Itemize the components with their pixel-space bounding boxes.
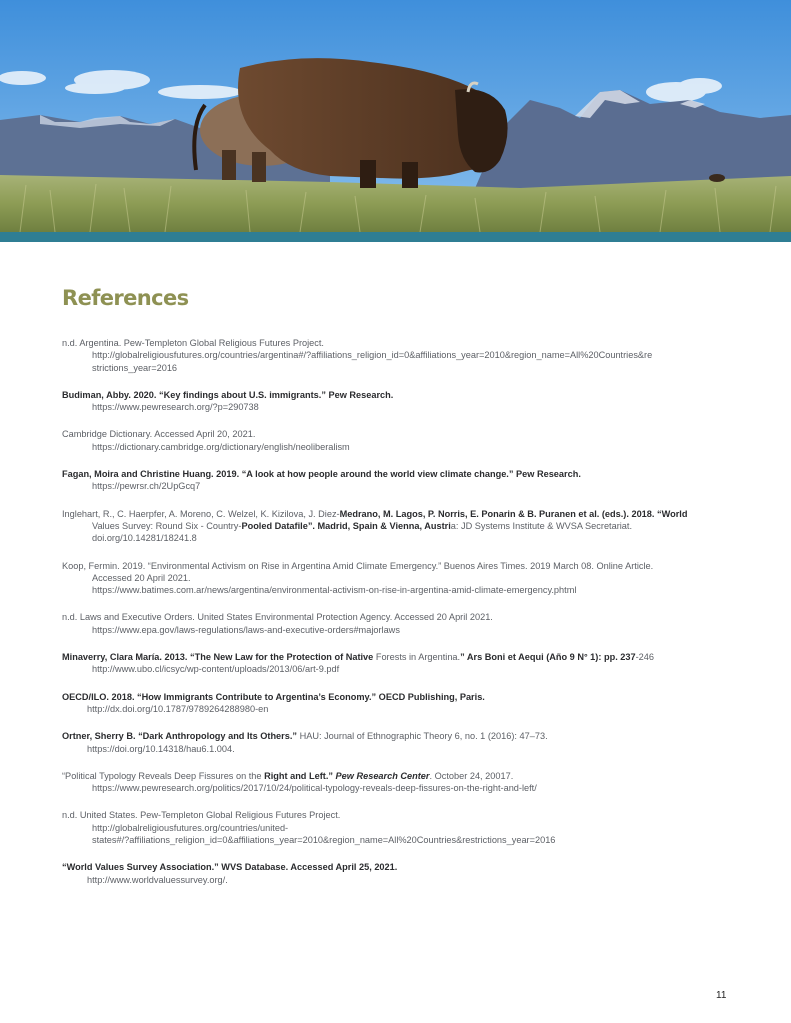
citation-bold: ” Ars Boni et Aequi (Año 9 N° 1): pp. 237 bbox=[460, 652, 636, 663]
reference-citation: Cambridge Dictionary. Accessed April 20, 2021. bbox=[62, 429, 256, 440]
teal-band bbox=[0, 232, 791, 242]
page-title: References bbox=[62, 286, 189, 310]
reference-citation: n.d. Argentina. Pew-Templeton Global Religious Futures Project. bbox=[62, 338, 324, 348]
reference-item bbox=[62, 809, 734, 846]
citation-authors-bold: Medrano, M. Lagos, P. Norris, E. Ponarin & B. Puranen et al. (eds.). 2018. “World bbox=[339, 508, 688, 519]
citation-text: “Political Typology Reveals Deep Fissures on the bbox=[62, 770, 265, 781]
reference-detail bbox=[62, 520, 734, 532]
reference-url[interactable]: http://globalreligiousfutures.org/countries/argentina#/?affiliations_religion_id=0&affiliations_year=2010&region_name=All%20Countries&re bbox=[92, 350, 653, 361]
citation-text-bold: Pooled Datafile”. Madrid, Spain & Vienna, Austri bbox=[241, 520, 451, 531]
reference-url[interactable]: https://www.pewresearch.org/politics/2017/10/24/political-typology-reveals-deep-fissures-on-the-right-and-left/ bbox=[92, 783, 537, 794]
citation-bold: Ortner, Sherry B. “Dark Anthropology and Its Others.” bbox=[62, 731, 300, 742]
reference-item bbox=[62, 611, 734, 636]
citation-bold: Minaverry, Clara María. 2013. “The New Law for the Protection of Native bbox=[62, 652, 376, 663]
reference-item bbox=[62, 560, 734, 597]
reference-url[interactable]: https://www.pewresearch.org/?p=290738 bbox=[92, 402, 259, 413]
reference-url[interactable]: http://globalreligiousfutures.org/countries/united- bbox=[92, 822, 289, 833]
reference-url[interactable]: http://dx.doi.org/10.1787/9789264288980-en bbox=[87, 703, 269, 714]
reference-item bbox=[62, 468, 734, 493]
references-list bbox=[62, 337, 734, 901]
citation-text: HAU: Journal of Ethnographic Theory 6, no. 1 (2016): 47– bbox=[299, 731, 535, 742]
reference-citation bbox=[62, 651, 734, 663]
reference-item bbox=[62, 389, 734, 414]
reference-url[interactable]: https://dictionary.cambridge.org/dictionary/english/neoliberalism bbox=[92, 441, 350, 452]
hero-image bbox=[0, 0, 791, 242]
page-number: 11 bbox=[716, 990, 727, 1001]
reference-url[interactable]: doi.org/10.14281/18241.8 bbox=[92, 533, 197, 544]
reference-citation: n.d. United States. Pew-Templeton Global Religious Futures Project. bbox=[62, 810, 341, 821]
citation-authors: Inglehart, R., C. Haerpfer, A. Moreno, C. Welzel, K. Kizilova, J. Diez- bbox=[62, 508, 340, 519]
reference-item bbox=[62, 508, 734, 545]
reference-citation: Budiman, Abby. 2020. “Key findings about U.S. immigrants.” Pew Research. bbox=[62, 389, 394, 400]
citation-text: a: JD Systems Institute & WVSA Secretariat. bbox=[450, 520, 633, 531]
reference-item bbox=[62, 691, 734, 716]
citation-text: Forests in Argentina. bbox=[375, 652, 461, 663]
reference-url[interactable]: http://www.ubo.cl/icsyc/wp-content/uploads/2013/06/art-9.pdf bbox=[92, 664, 340, 675]
reference-citation: Fagan, Moira and Christine Huang. 2019. “A look at how people around the world view climate change.” Pew Research. bbox=[62, 469, 581, 480]
reference-url[interactable]: http://www.worldvaluessurvey.org/. bbox=[87, 874, 228, 885]
bison-photo bbox=[0, 0, 791, 242]
reference-citation bbox=[62, 508, 734, 520]
reference-detail: Accessed 20 April 2021. bbox=[92, 572, 191, 583]
reference-item bbox=[62, 770, 734, 795]
citation-text: 73. bbox=[534, 731, 548, 742]
reference-url[interactable]: strictions_year=2016 bbox=[92, 362, 178, 373]
reference-item bbox=[62, 861, 734, 886]
reference-item bbox=[62, 337, 734, 374]
reference-url[interactable]: https://doi.org/10.14318/hau6.1.004. bbox=[87, 743, 235, 754]
reference-url[interactable]: states#/?affiliations_religion_id=0&affiliations_year=2010&region_name=All%20Countries&restrictions_year=2016 bbox=[92, 835, 556, 846]
reference-item bbox=[62, 730, 734, 755]
reference-citation: “World Values Survey Association.” WVS Database. Accessed April 25, 2021. bbox=[62, 862, 398, 873]
reference-url[interactable]: https://www.batimes.com.ar/news/argentina/environmental-activism-on-rise-in-argentina-amid-climate-emergency.phtml bbox=[92, 585, 577, 596]
citation-text: . October 24, 20017. bbox=[429, 770, 514, 781]
citation-journal: Pew Research Center bbox=[335, 770, 430, 781]
reference-item bbox=[62, 651, 734, 676]
citation-text: -246 bbox=[635, 652, 655, 663]
reference-citation bbox=[62, 730, 734, 742]
reference-citation: Koop, Fermin. 2019. “Environmental Activism on Rise in Argentina Amid Climate Emergency.” Buenos Aires Times. 2019 March 08. Online Article. bbox=[62, 560, 654, 571]
citation-text: Values Survey: Round Six - Country- bbox=[92, 520, 242, 531]
reference-url[interactable]: https://pewrsr.ch/2UpGcq7 bbox=[92, 481, 201, 492]
citation-bold: Right and Left.” bbox=[264, 770, 333, 781]
reference-url[interactable]: https://www.epa.gov/laws-regulations/laws-and-executive-orders#majorlaws bbox=[92, 624, 400, 635]
reference-citation: OECD/ILO. 2018. “How Immigrants Contribute to Argentina’s Economy.” OECD Publishing, Paris. bbox=[62, 691, 485, 702]
distant-bison bbox=[709, 174, 725, 182]
reference-citation bbox=[62, 770, 734, 782]
reference-item bbox=[62, 428, 734, 453]
reference-citation: n.d. Laws and Executive Orders. United States Environmental Protection Agency. Accessed 20 April 2021. bbox=[62, 612, 493, 623]
